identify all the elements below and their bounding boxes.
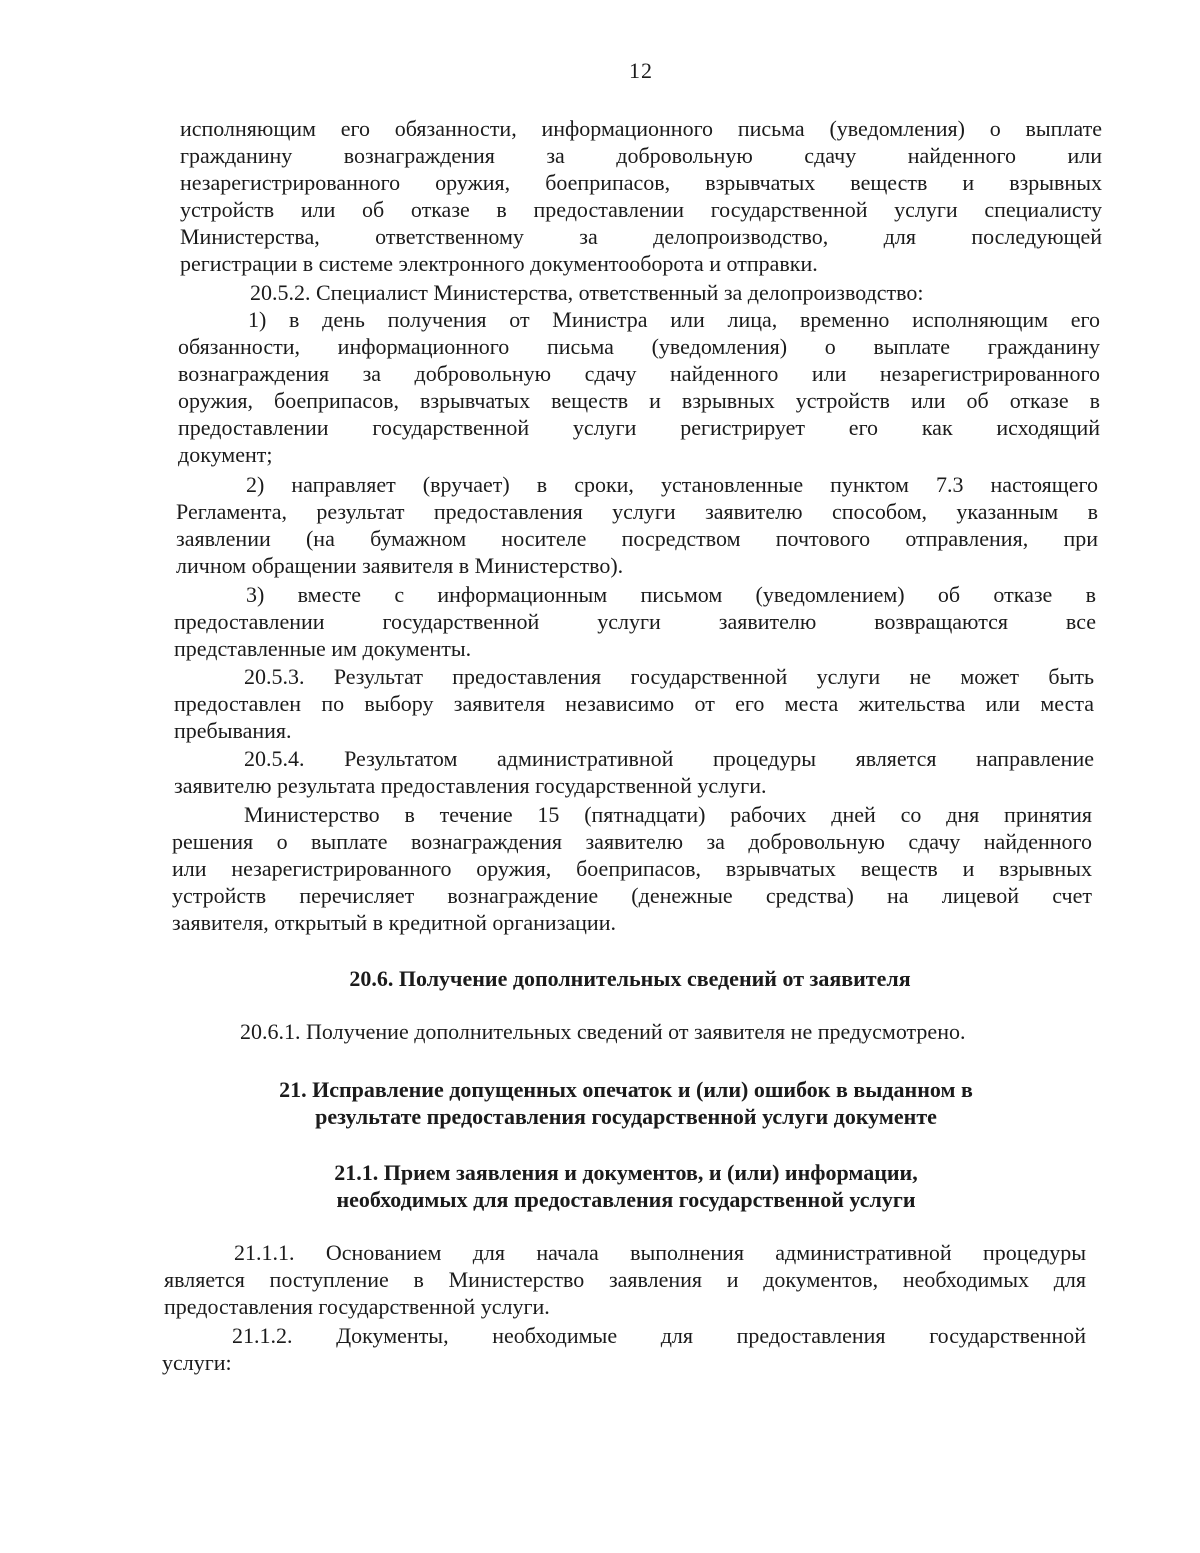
section-heading-21-1-line1: 21.1. Прием заявления и документов, и (или) информации, bbox=[334, 1160, 918, 1185]
text-line: Министерства, ответственному за делопроизводство, для последующей bbox=[180, 224, 1102, 249]
section-heading-21-1-line2: необходимых для предоставления государственной услуги bbox=[336, 1187, 916, 1212]
text-line: Регламента, результат предоставления услуги заявителю способом, указанным в bbox=[176, 499, 1098, 524]
text-line: услуги: bbox=[162, 1350, 232, 1375]
section-heading-21-line2: результате предоставления государственной услуги документе bbox=[315, 1104, 937, 1129]
text-line: предоставлении государственной услуги регистрирует его как исходящий bbox=[178, 415, 1100, 440]
text-line: предоставлен по выбору заявителя независимо от его места жительства или места bbox=[174, 691, 1094, 716]
text-line: предоставлении государственной услуги заявителю возвращаются все bbox=[174, 609, 1096, 634]
text-line: устройств или об отказе в предоставлении государственной услуги специалисту bbox=[180, 197, 1102, 222]
text-line: является поступление в Министерство заявления и документов, необходимых для bbox=[164, 1267, 1086, 1292]
text-line: или незарегистрированного оружия, боеприпасов, взрывчатых веществ и взрывных bbox=[172, 856, 1092, 881]
text-line: 2) направляет (вручает) в сроки, установленные пунктом 7.3 настоящего bbox=[246, 472, 1098, 497]
paragraph-20-6-1: 20.6.1. Получение дополнительных сведений от заявителя не предусмотрено. bbox=[240, 1019, 966, 1044]
text-line: Министерство в течение 15 (пятнадцати) рабочих дней со дня принятия bbox=[244, 802, 1092, 827]
text-line: заявлении (на бумажном носителе посредством почтового отправления, при bbox=[176, 526, 1098, 551]
text-line: заявителю результата предоставления государственной услуги. bbox=[174, 773, 767, 798]
text-line: 21.1.1. Основанием для начала выполнения административной процедуры bbox=[234, 1240, 1086, 1265]
text-line: заявителя, открытый в кредитной организации. bbox=[172, 910, 616, 935]
text-line: регистрации в системе электронного документооборота и отправки. bbox=[180, 251, 818, 276]
text-line: гражданину вознаграждения за добровольную сдачу найденного или bbox=[180, 143, 1102, 168]
text-line: исполняющим его обязанности, информационного письма (уведомления) о выплате bbox=[180, 116, 1102, 141]
text-line: представленные им документы. bbox=[174, 636, 472, 661]
text-line: 20.5.2. Специалист Министерства, ответственный за делопроизводство: bbox=[250, 280, 924, 305]
text-line: личном обращении заявителя в Министерство). bbox=[176, 553, 624, 578]
text-line: вознаграждения за добровольную сдачу найденного или незарегистрированного bbox=[178, 361, 1100, 386]
text-line: 1) в день получения от Министра или лица, временно исполняющим его bbox=[248, 307, 1100, 332]
text-line: устройств перечисляет вознаграждение (денежные средства) на лицевой счет bbox=[172, 883, 1092, 908]
text-line: документ; bbox=[178, 442, 273, 467]
text-line: 20.5.4. Результатом административной процедуры является направление bbox=[244, 746, 1094, 771]
section-heading-21-line1: 21. Исправление допущенных опечаток и (или) ошибок в выданном в bbox=[279, 1077, 973, 1102]
text-line: 3) вместе с информационным письмом (уведомлением) об отказе в bbox=[246, 582, 1096, 607]
text-line: незарегистрированного оружия, боеприпасов, взрывчатых веществ и взрывных bbox=[180, 170, 1102, 195]
text-line: 20.5.3. Результат предоставления государственной услуги не может быть bbox=[244, 664, 1094, 689]
text-line: предоставления государственной услуги. bbox=[164, 1294, 550, 1319]
text-line: пребывания. bbox=[174, 718, 292, 743]
text-line: решения о выплате вознаграждения заявителю за добровольную сдачу найденного bbox=[172, 829, 1092, 854]
text-line: оружия, боеприпасов, взрывчатых веществ и взрывных устройств или об отказе в bbox=[178, 388, 1100, 413]
text-line: 21.1.2. Документы, необходимые для предоставления государственной bbox=[232, 1323, 1086, 1348]
section-heading-20-6: 20.6. Получение дополнительных сведений от заявителя bbox=[349, 966, 911, 991]
page-number: 12 bbox=[629, 58, 653, 83]
text-line: обязанности, информационного письма (уведомления) о выплате гражданину bbox=[178, 334, 1100, 359]
